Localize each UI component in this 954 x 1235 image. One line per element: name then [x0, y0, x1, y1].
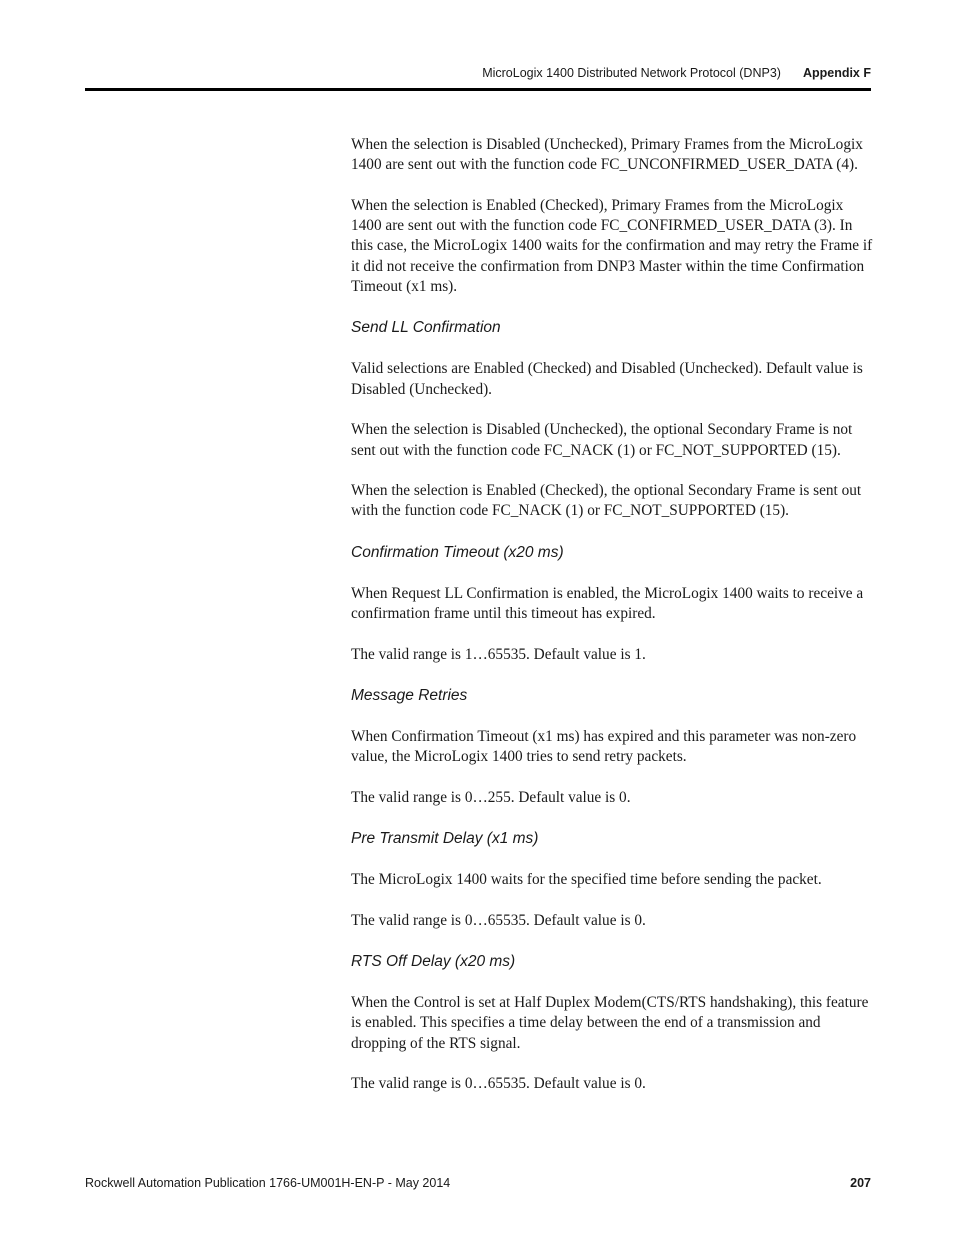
- page-number: 207: [850, 1176, 871, 1190]
- main-content: [351, 135, 876, 1115]
- body-paragraph: The valid range is 0…65535. Default value is 0.: [351, 911, 646, 929]
- section-heading: Pre Transmit Delay (x1 ms): [351, 830, 539, 848]
- header-rule: [85, 88, 871, 91]
- body-paragraph: The valid range is 0…255. Default value is 0.: [351, 788, 631, 806]
- page-footer: [85, 1176, 871, 1194]
- body-paragraph: When Confirmation Timeout (x1 ms) has expired and this parameter was non-zero value, the MicroLogix 1400 tries to send retry packets.: [351, 727, 857, 766]
- body-paragraph: Valid selections are Enabled (Checked) and Disabled (Unchecked). Default value is Disabled (Unchecked).: [351, 360, 863, 398]
- header-title: MicroLogix 1400 Distributed Network Protocol (DNP3): [482, 66, 781, 80]
- body-paragraph: When the selection is Enabled (Checked), the optional Secondary Frame is sent out with the function code FC_NACK (1) or FC_NOT_SUPPORTED (15).: [351, 482, 862, 520]
- page-header: [85, 66, 871, 84]
- body-paragraph: When the selection is Disabled (Unchecked), the optional Secondary Frame is not sent out with the function code FC_NACK (1) or FC_NOT_SUPPORTED (15).: [351, 421, 853, 459]
- body-paragraph: When the selection is Disabled (Unchecked), Primary Frames from the MicroLogix 1400 are sent out with the function code FC_UNCONFIRMED_USER_DATA (4).: [351, 136, 863, 174]
- body-paragraph: When the Control is set at Half Duplex Modem(CTS/RTS handshaking), this feature is enabled. This specifies a time delay between the end of a transmission and dropping of the RTS signal.: [351, 994, 869, 1052]
- body-paragraph: When the selection is Enabled (Checked), Primary Frames from the MicroLogix 1400 are sent out with the function code FC_CONFIRMED_USER_DATA (3). In this case, the MicroLogix 1400 waits for the confirmation and may retry the Frame if it did not receive the confirmation from DNP3 Master within the time Confirmation Timeout (x1 ms).: [351, 196, 873, 296]
- header-appendix-label: Appendix F: [802, 66, 871, 80]
- footer-publication: Rockwell Automation Publication 1766-UM001H-EN-P - May 2014: [85, 1176, 451, 1190]
- body-paragraph: The valid range is 1…65535. Default value is 1.: [351, 645, 646, 663]
- section-heading: RTS Off Delay (x20 ms): [351, 953, 516, 971]
- section-heading: Send LL Confirmation: [351, 319, 501, 337]
- body-paragraph: When Request LL Confirmation is enabled, the MicroLogix 1400 waits to receive a confirmation frame until this timeout has expired.: [351, 584, 864, 623]
- section-heading: Message Retries: [351, 686, 468, 704]
- section-heading: Confirmation Timeout (x20 ms): [351, 543, 564, 561]
- body-paragraph: The MicroLogix 1400 waits for the specified time before sending the packet.: [351, 871, 822, 889]
- body-paragraph: The valid range is 0…65535. Default value is 0.: [351, 1075, 646, 1093]
